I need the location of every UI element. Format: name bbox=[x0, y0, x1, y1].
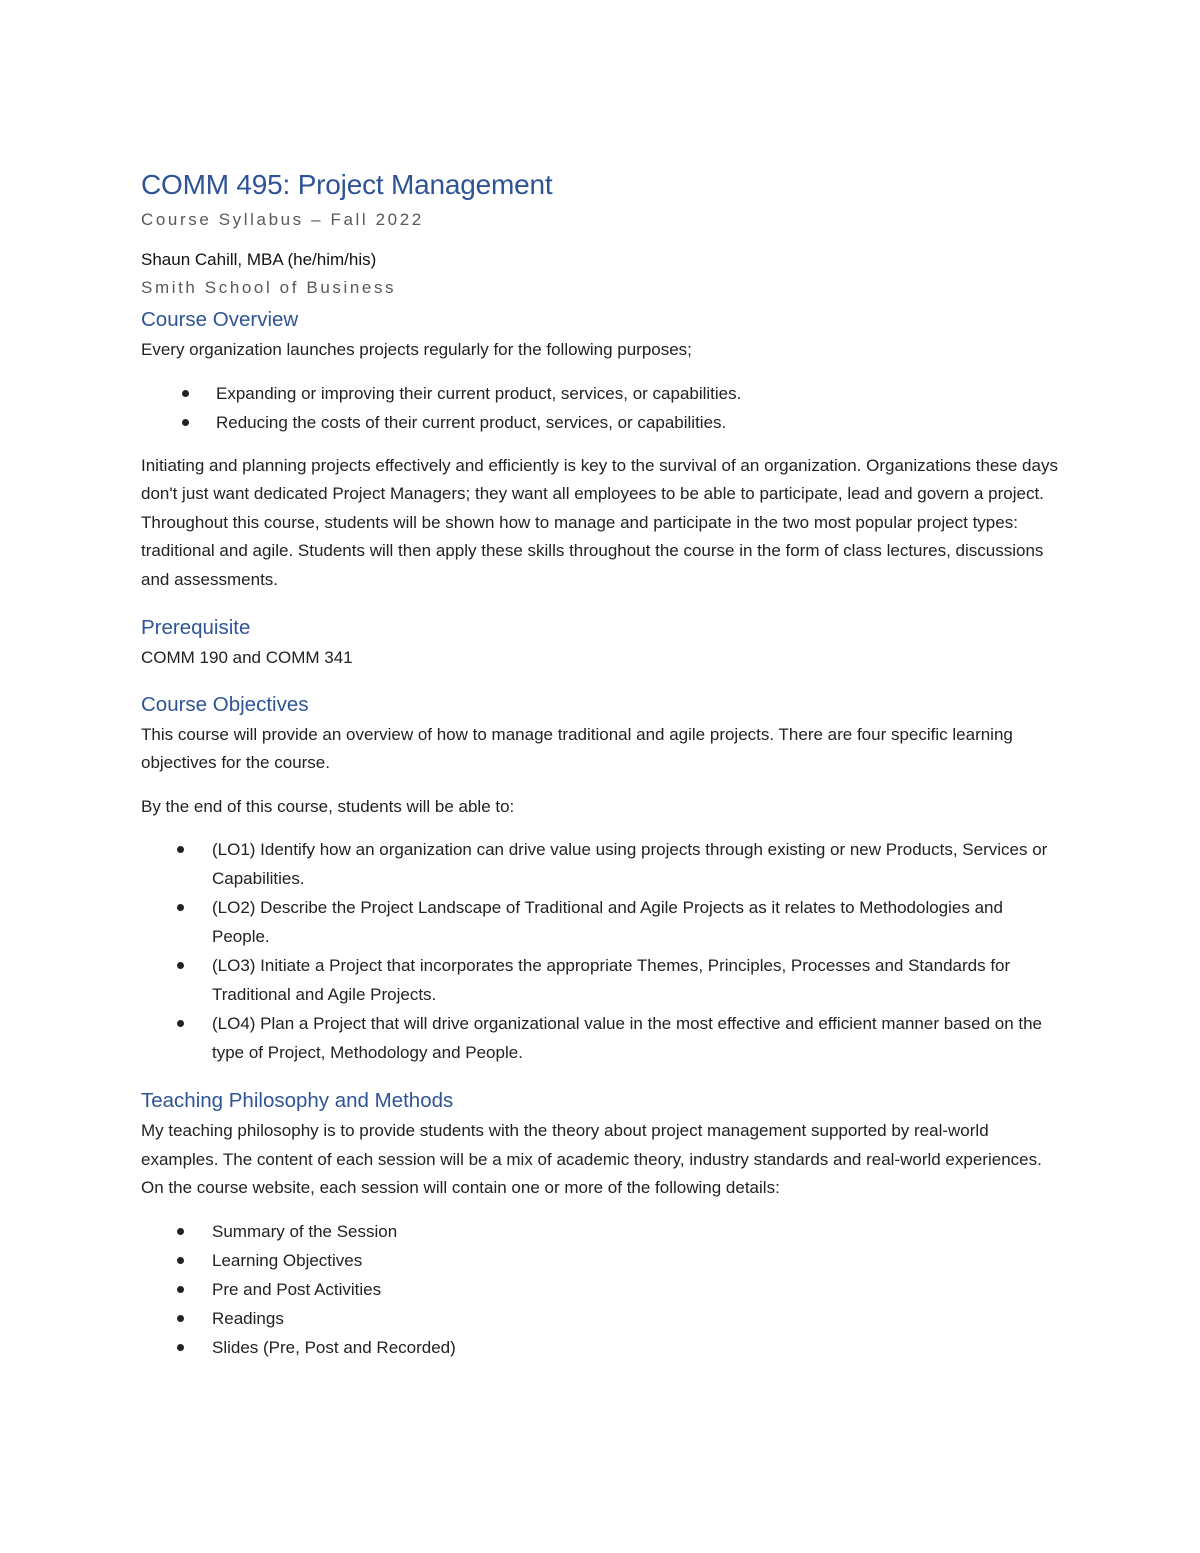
bullet-icon bbox=[177, 962, 184, 969]
document-title: COMM 495: Project Management bbox=[141, 169, 553, 200]
section-heading-course-overview: Course Overview bbox=[141, 308, 299, 331]
list-item bbox=[141, 893, 1061, 951]
list-item-text: Slides (Pre, Post and Recorded) bbox=[212, 1337, 456, 1357]
objectives-intro: This course will provide an overview of how to manage traditional and agile projects. There are four specific learning objectives for the course. bbox=[141, 724, 1013, 772]
list-item-text: Pre and Post Activities bbox=[212, 1279, 382, 1299]
overview-body: Initiating and planning projects effectively and efficiently is key to the survival of an organization. Organizations these days don't just want dedicated Project Managers; they want all employees to be able to participate, lead and govern a project. Throughout this course, students will be shown how to manage and participate in the two most popular project types: traditional and agile. Students will then apply these skills throughout the course in the form of class lectures, discussions and assessments. bbox=[141, 455, 1058, 589]
section-heading-prerequisite: Prerequisite bbox=[141, 616, 251, 639]
bullet-icon bbox=[177, 904, 184, 911]
list-item-text: (LO3) Initiate a Project that incorporates the appropriate Themes, Principles, Processes and Standards for Traditional and Agile Projects. bbox=[212, 956, 1011, 1004]
list-item bbox=[141, 1304, 1061, 1333]
list-item bbox=[141, 1333, 1061, 1362]
teaching-bullet-list bbox=[141, 1217, 1061, 1362]
bullet-icon bbox=[177, 1344, 184, 1351]
prerequisite-text: COMM 190 and COMM 341 bbox=[141, 648, 353, 667]
list-item-text: Learning Objectives bbox=[212, 1250, 363, 1270]
school-name: Smith School of Business bbox=[141, 278, 397, 297]
bullet-icon bbox=[177, 846, 184, 853]
objectives-lead: By the end of this course, students will be able to: bbox=[141, 796, 515, 816]
list-item-text: (LO4) Plan a Project that will drive organizational value in the most effective and efficient manner based on the type of Project, Methodology and People. bbox=[212, 1014, 1043, 1062]
list-item bbox=[141, 408, 1061, 437]
instructor-name: Shaun Cahill, MBA (he/him/his) bbox=[141, 250, 377, 269]
list-item-text: Expanding or improving their current product, services, or capabilities. bbox=[216, 383, 742, 403]
list-item bbox=[141, 1217, 1061, 1246]
bullet-icon bbox=[177, 1257, 184, 1264]
overview-bullet-list bbox=[141, 379, 1061, 437]
list-item bbox=[141, 379, 1061, 408]
list-item bbox=[141, 1009, 1061, 1067]
section-heading-course-objectives: Course Objectives bbox=[141, 692, 309, 716]
bullet-icon bbox=[182, 419, 189, 426]
document-subtitle: Course Syllabus – Fall 2022 bbox=[141, 210, 424, 229]
bullet-icon bbox=[177, 1020, 184, 1027]
list-item-text: Readings bbox=[212, 1308, 284, 1328]
list-item bbox=[141, 1246, 1061, 1275]
bullet-icon bbox=[177, 1228, 184, 1235]
teaching-body: My teaching philosophy is to provide students with the theory about project management supported by real-world examples. The content of each session will be a mix of academic theory, industry standards and real-world experiences. On the course website, each session will contain one or more of the following details: bbox=[141, 1121, 1042, 1197]
list-item-text: Summary of the Session bbox=[212, 1221, 398, 1241]
list-item-text: (LO2) Describe the Project Landscape of Traditional and Agile Projects as it relates to Methodologies and People. bbox=[212, 898, 1003, 946]
section-heading-teaching-philosophy: Teaching Philosophy and Methods bbox=[141, 1089, 454, 1112]
list-item bbox=[141, 951, 1061, 1009]
list-item-text: (LO1) Identify how an organization can drive value using projects through existing or new Products, Services or Capabilities. bbox=[212, 840, 1048, 888]
list-item bbox=[141, 1275, 1061, 1304]
bullet-icon bbox=[182, 390, 189, 397]
syllabus-page bbox=[141, 166, 1061, 1362]
list-item-text: Reducing the costs of their current product, services, or capabilities. bbox=[216, 412, 727, 432]
bullet-icon bbox=[177, 1286, 184, 1293]
list-item bbox=[141, 835, 1061, 893]
bullet-icon bbox=[177, 1315, 184, 1322]
overview-intro: Every organization launches projects regularly for the following purposes; bbox=[141, 340, 692, 359]
objectives-bullet-list bbox=[141, 835, 1061, 1067]
